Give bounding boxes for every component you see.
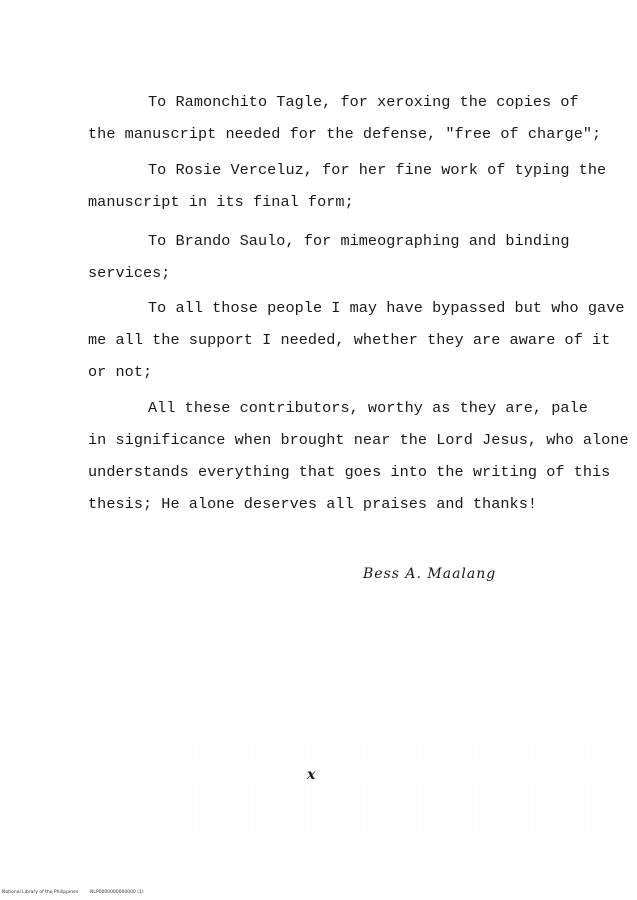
paragraph-brando <box>88 225 588 289</box>
author-signature: Bess A. Maalang <box>363 566 497 582</box>
text-line: To Ramonchito Tagle, for xeroxing the copies of <box>148 93 579 111</box>
page-number: x <box>307 767 316 783</box>
footer-library-credit: National Library of the Philippines <box>2 890 79 895</box>
scan-noise <box>140 745 610 855</box>
text-line: thesis; He alone deserves all praises and thanks! <box>88 495 538 513</box>
paragraph-contributors <box>88 392 629 520</box>
text-line: To all those people I may have bypassed but who gave <box>148 299 625 317</box>
text-line: services; <box>88 264 171 282</box>
text-line: the manuscript needed for the defense, "free of charge"; <box>88 125 602 143</box>
paragraph-all-people <box>88 292 625 388</box>
text-line: in significance when brought near the Lord Jesus, who alone <box>88 431 629 449</box>
text-line: or not; <box>88 363 153 381</box>
text-line: understands everything that goes into the writing of this <box>88 463 611 481</box>
footer-document-id: NLP0000000000000 (1) <box>90 890 144 895</box>
text-line: To Rosie Verceluz, for her fine work of typing the <box>148 161 607 179</box>
text-line: manuscript in its final form; <box>88 193 354 211</box>
text-line: me all the support I needed, whether they are aware of it <box>88 331 611 349</box>
text-line: To Brando Saulo, for mimeographing and binding <box>148 232 570 250</box>
paragraph-rosie <box>88 154 607 218</box>
text-line: All these contributors, worthy as they are, pale <box>148 399 588 417</box>
paragraph-ramonchito <box>88 86 602 150</box>
